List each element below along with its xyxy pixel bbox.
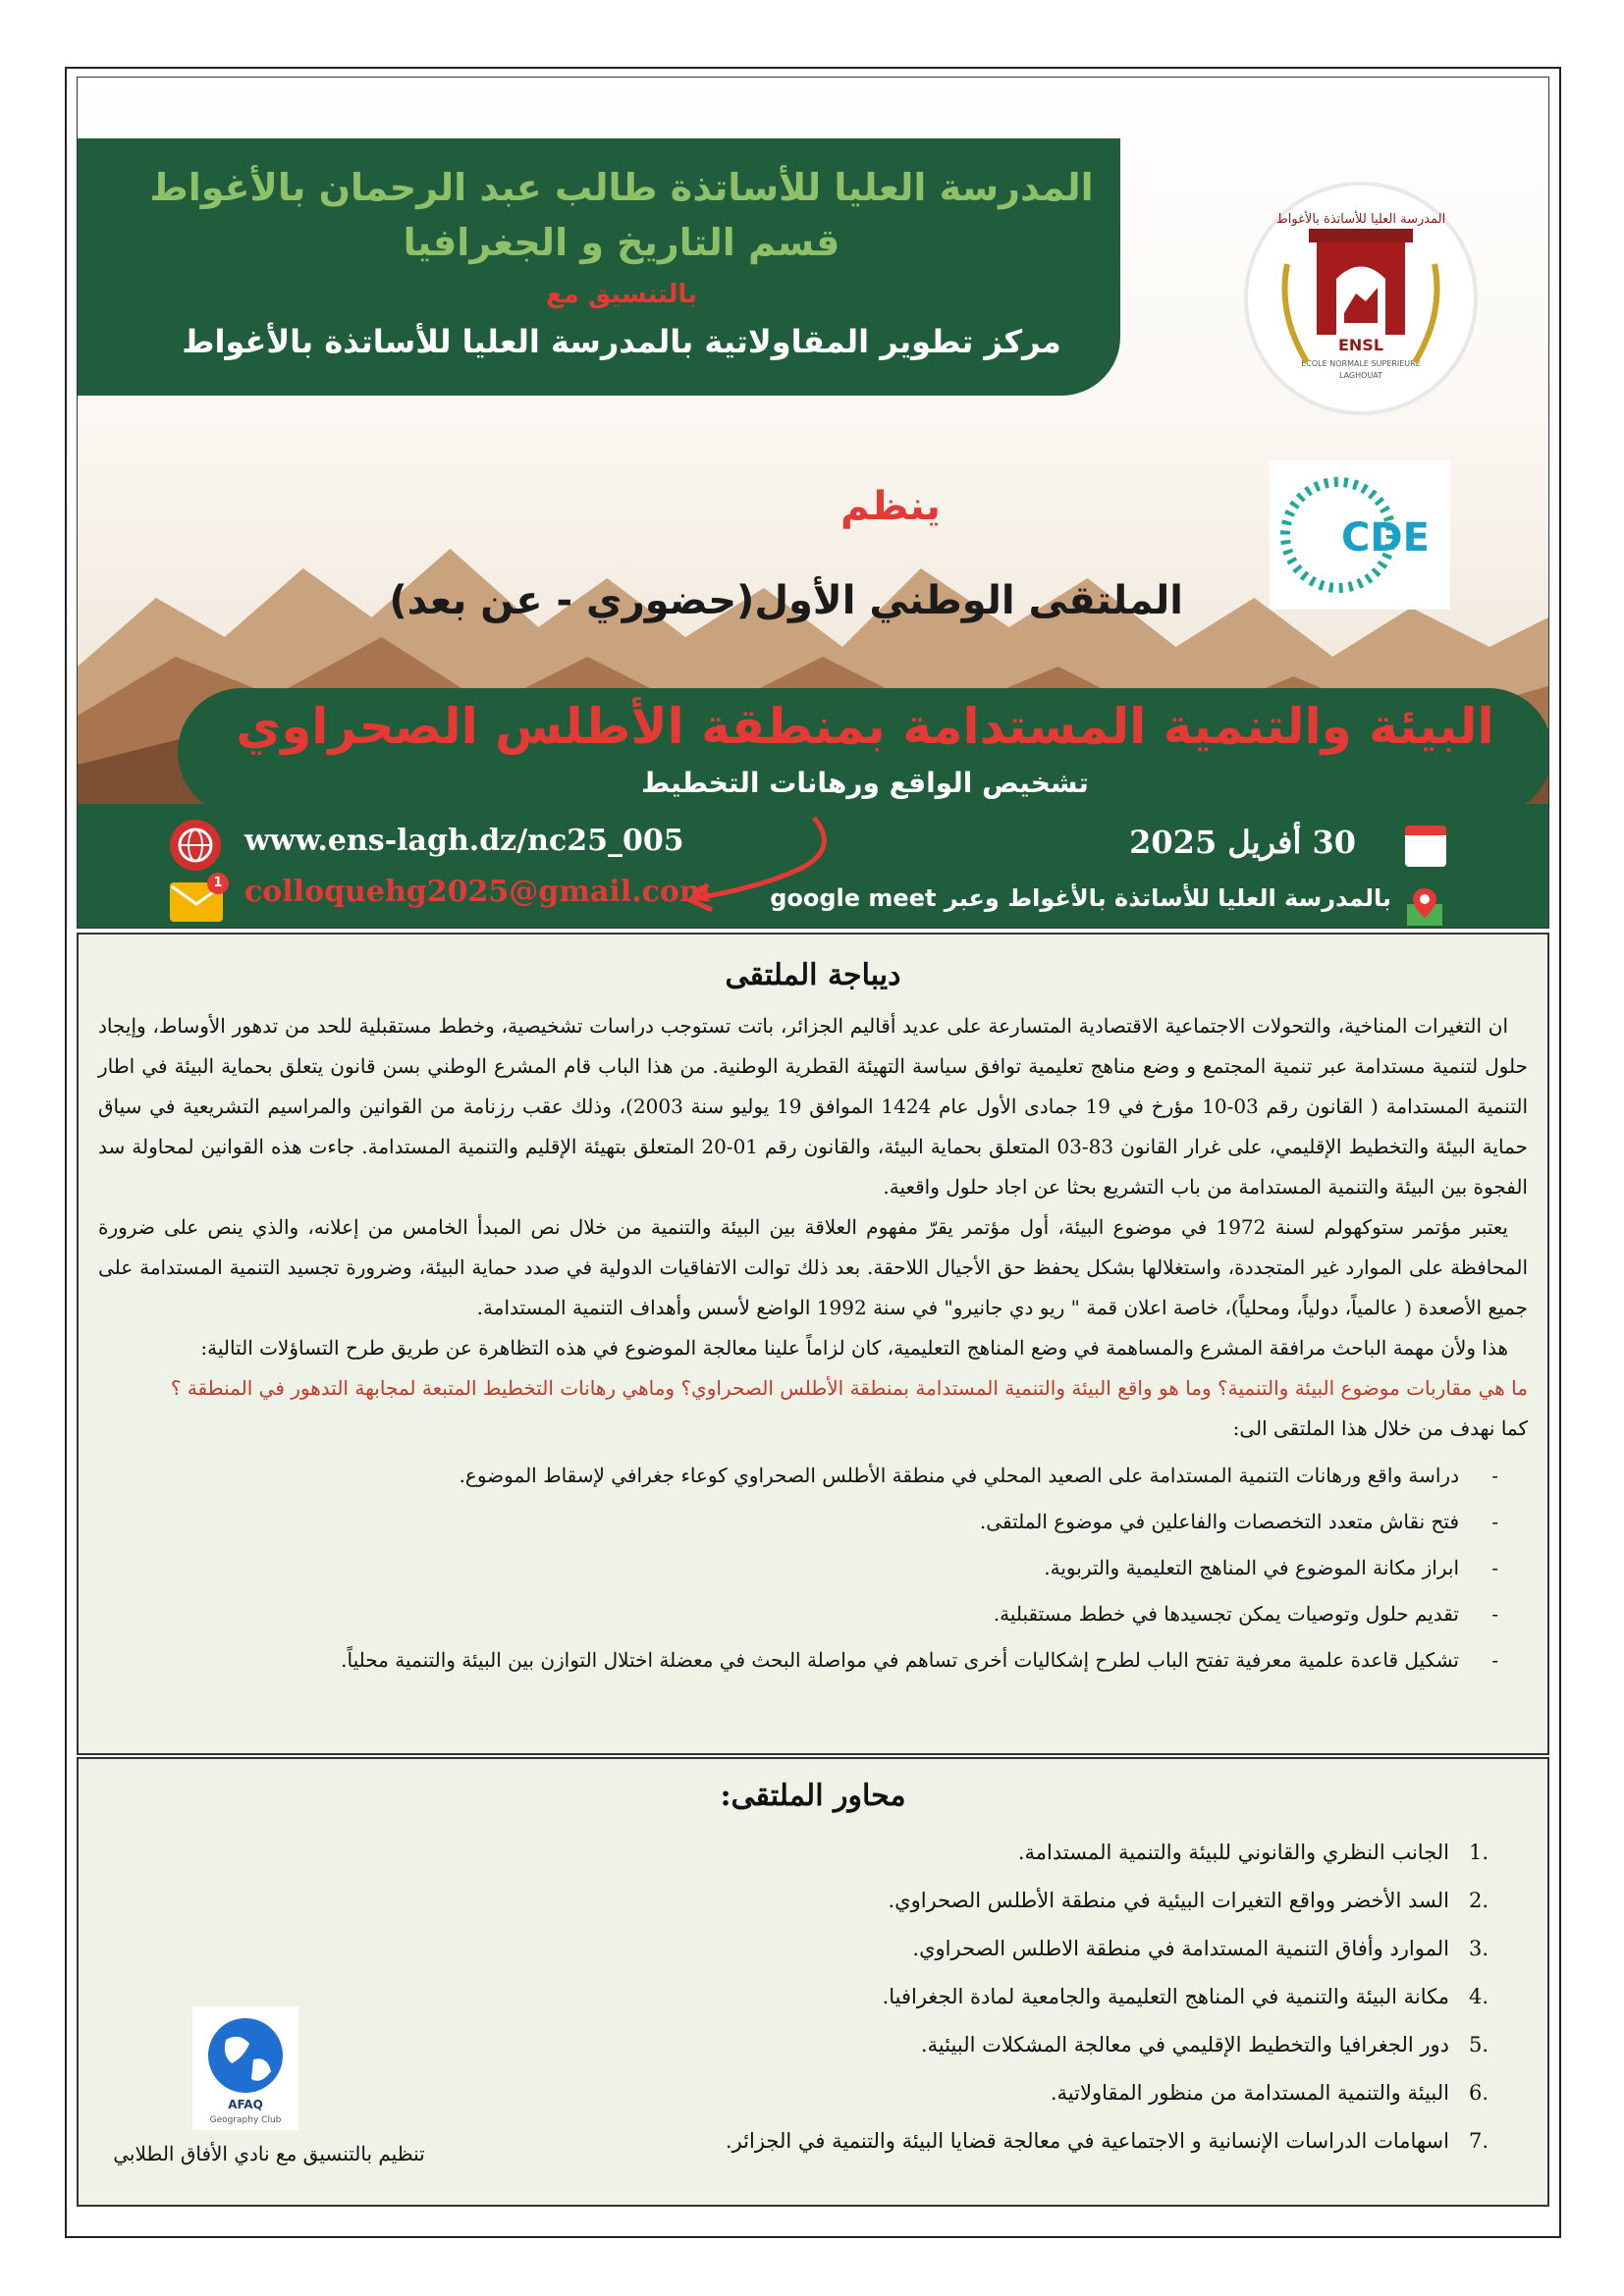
list-item: .5دور الجغرافيا والتخطيط الإقليمي في معالجة المشكلات البيئية. (920, 2033, 1489, 2056)
list-item: - فتح نقاش متعدد التخصصات والفاعلين في موضوع الملتقى. (979, 1510, 1498, 1533)
forum-type: الملتقى الوطني الأول(حضوري - عن بعد) (389, 578, 1183, 623)
list-item: .6البيئة والتنمية المستدامة من منظور المقاولاتية. (1050, 2081, 1489, 2105)
list-item: - تشكيل قاعدة علمية معرفية تفتح الباب لطرح إشكاليات أخرى تساهم في مواصلة البحث في معضلة اختلال التوازن بين البيئة والتنمية محلياً. (341, 1648, 1498, 1672)
list-item: - تقديم حلول وتوصيات يمكن تجسيدها في خطط مستقبلية. (993, 1602, 1498, 1626)
goals-intro: كما نهدف من خلال هذا الملتقى الى: (1232, 1416, 1528, 1440)
goals-list (98, 1453, 1528, 1683)
axes-list (79, 1829, 1547, 2165)
club-coordination-note: تنظيم بالتنسيق مع نادي الأفاق الطلابي (113, 2142, 425, 2165)
website-link[interactable]: www.ens-lagh.dz/nc25_005 (244, 824, 684, 858)
event-date: 30 أفريل 2025 (1129, 824, 1356, 861)
afaq-club-logo (192, 2006, 298, 2130)
preamble-paragraph: ان التغيرات المناخية، والتحولات الاجتماعية الاقتصادية المتسارعة على عديد أقاليم الجزائر، باتت تستوجب دراسات تشخيصية، وخطط مستقبلية للحد من تدهور الأوساط، وإيجاد حلول لتنمية مستدامة عبر تنمية المجتمع و وضع مناهج تعليمية توافق سياسة التهيئة القطرية الوطنية. من هذا الباب قام المشرع الوطني بسن قانون يتعلق بحماية البيئة في اطار التنمية المستدامة ( القانون رقم 03-10 مؤرخ في 19 جمادى الأول عام 1424 الموافق 19 يوليو سنة 2003)، وذلك عقب رزنامة من القوانين والمراسيم التشريعية في سياق حماية البيئة والتخطيط الإقليمي، على غرار القانون 83-03 المتعلق بحماية البيئة، والقانون رقم 01-20 المتعلق بتهيئة الإقليم والتنمية المستدامة. جاءت هذه القوانين لمحاولة سد الفجوة بين البيئة والتنمية المستدامة من باب التشريع بحثا عن اجاد حلول واقعية. (98, 1014, 1529, 1199)
department-name: قسم التاريخ و الجغرافيا (403, 221, 840, 264)
school-name: المدرسة العليا للأساتذة طالب عبد الرحمان بالأغواط (149, 166, 1094, 209)
partner-center: مركز تطوير المقاولاتية بالمدرسة العليا للأساتذة بالأغواط (182, 323, 1061, 360)
list-item: - دراسة واقع ورهانات التنمية المستدامة على الصعيد المحلي في منطقة الأطلس الصحراوي كوعاء جغرافي لإسقاط الموضوع. (459, 1464, 1498, 1487)
event-place: بالمدرسة العليا للأساتذة بالأغواط وعبر google meet (770, 884, 1391, 912)
axes-section (77, 1757, 1549, 2207)
list-item: .4مكانة البيئة والتنمية في المناهج التعليمية والجامعية لمادة الجغرافيا. (882, 1985, 1489, 2008)
svg-text:CDE: CDE (1341, 515, 1430, 561)
preamble-body (79, 992, 1547, 1683)
svg-text:ENSL: ENSL (1337, 336, 1384, 354)
preamble-paragraph: هذا ولأن مهمة الباحث مرافقة المشرع والمساهمة في وضع المناهج التعليمية، كان لزاماً علينا معالجة الموضوع في هذه التظاهرة عن طريق طرح التساؤلات التالية: (200, 1336, 1508, 1360)
main-title: البيئة والتنمية المستدامة بمنطقة الأطلس الصحراوي (236, 698, 1494, 755)
coordination-label: بالتنسيق مع (546, 280, 697, 309)
research-questions: ما هي مقاربات موضوع البيئة والتنمية؟ وما هو واقع البيئة والتنمية المستدامة بمنطقة الأطلس الصحراوي؟ وماهي رهانات التخطيط المتبعة لمجابهة التدهور في المنطقة ؟ (170, 1376, 1528, 1400)
map-pin-icon (1403, 884, 1446, 928)
preamble-section (77, 933, 1549, 1755)
organizes-label: ينظم (840, 484, 941, 529)
axes-title: محاور الملتقى: (720, 1779, 906, 1813)
header-banner (77, 77, 1549, 929)
calendar-icon (1405, 826, 1446, 867)
list-item: - ابراز مكانة الموضوع في المناهج التعليمية والتربوية. (1044, 1556, 1498, 1579)
svg-text:Geography Club: Geography Club (209, 2115, 282, 2125)
svg-text:ECOLE NORMALE SUPERIEURE: ECOLE NORMALE SUPERIEURE (1301, 359, 1421, 368)
subtitle: تشخيص الواقع ورهانات التخطيط (641, 767, 1089, 799)
svg-text:LAGHOUAT: LAGHOUAT (1338, 371, 1383, 380)
cde-logo (1270, 460, 1450, 610)
list-item: .7اسهامات الدراسات الإنسانية و الاجتماعية في معالجة قضايا البيئة والتنمية في الجزائر. (725, 2129, 1489, 2153)
globe-icon (170, 820, 221, 871)
mail-badge: 1 (207, 873, 229, 894)
preamble-title: ديباجة الملتقى (725, 958, 901, 992)
list-item: .1الجانب النظري والقانوني للبيئة والتنمية المستدامة. (1017, 1841, 1489, 1864)
preamble-paragraph: يعتبر مؤتمر ستوكهولم لسنة 1972 في موضوع البيئة، أول مؤتمر يقرّ مفهوم العلاقة بين البيئة والتنمية من خلال نص المبدأ الخامس من إعلانه، والذي ينص على ضرورة المحافظة على الموارد غير المتجددة، واستغلالها بشكل يحفظ حق الأجيال اللاحقة. بعد ذلك توالت الاتفاقيات الدولية في صدد حماية البيئة، وضرورة تجسيد التنمية المستدامة على جميع الأصعدة ( عالمياً، دولياً، ومحلياً)، خاصة اعلان قمة " ريو دي جانيرو" في سنة 1992 الواضع لأسس وأهداف التنمية المستدامة. (98, 1215, 1528, 1319)
svg-text:AFAQ: AFAQ (228, 2098, 263, 2111)
list-item: .3الموارد وأفاق التنمية المستدامة في منطقة الاطلس الصحراوي. (912, 1937, 1489, 1960)
ensl-logo (1248, 186, 1474, 411)
list-item: .2السد الأخضر وواقع التغيرات البيئية في منطقة الأطلس الصحراوي. (888, 1889, 1489, 1912)
email-link[interactable]: colloquehg2025@gmail.com (244, 875, 711, 909)
svg-text:المدرسة العليا للأساتذة بالأغو: المدرسة العليا للأساتذة بالأغواط (1275, 212, 1446, 227)
